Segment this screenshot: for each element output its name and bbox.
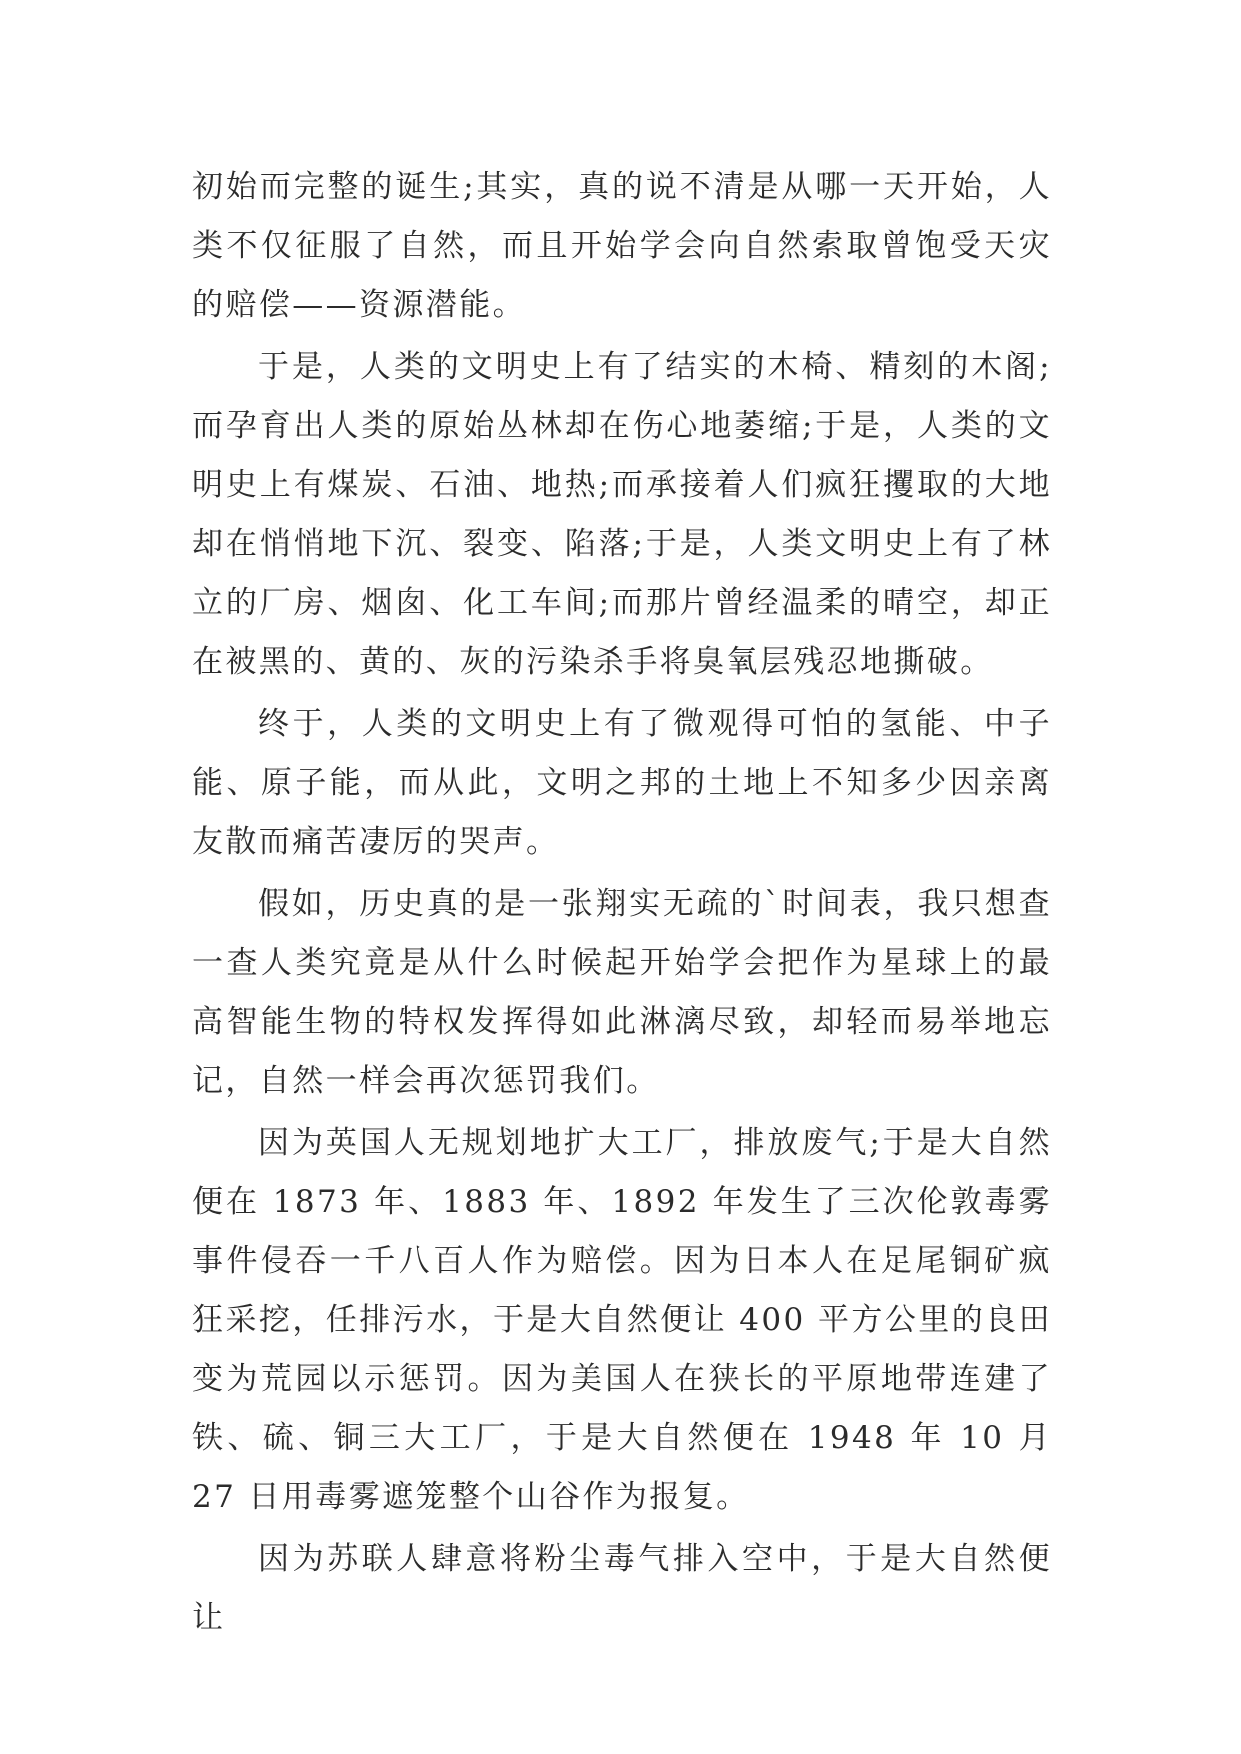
paragraph-4: 假如，历史真的是一张翔实无疏的`时间表，我只想查一查人类究竟是从什么时候起开始学会把作为星球上的最高智能生物的特权发挥得如此淋漓尽致，却轻而易举地忘记，自然一样会再次惩罚我们。: [192, 886, 1052, 1099]
paragraph-1: 初始而完整的诞生;其实，真的说不清是从哪一天开始，人类不仅征服了自然，而且开始学会向自然索取曾饱受天灾的赔偿——资源潜能。: [192, 169, 1052, 323]
paragraph-5: 因为英国人无规划地扩大工厂，排放废气;于是大自然便在 1873 年、1883 年、1892 年发生了三次伦敦毒雾事件侵吞一千八百人作为赔偿。因为日本人在足尾铜矿疯狂采挖，任排污水，于是大自然便让 400 平方公里的良田变为荒园以示惩罚。因为美国人在狭长的平原地带连建了铁、硫、铜三大工厂，于是大自然便在 1948 年 10 月 27 日用毒雾遮笼整个山谷作为报复。: [192, 1125, 1052, 1515]
paragraph-6: 因为苏联人肆意将粉尘毒气排入空中，于是大自然便让: [192, 1541, 1052, 1636]
document-body: [192, 158, 1052, 1651]
paragraph-2: 于是，人类的文明史上有了结实的木椅、精刻的木阁;而孕育出人类的原始丛林却在伤心地萎缩;于是，人类的文明史上有煤炭、石油、地热;而承接着人们疯狂攫取的大地却在悄悄地下沉、裂变、陷落;于是，人类文明史上有了林立的厂房、烟囱、化工车间;而那片曾经温柔的晴空，却正在被黑的、黄的、灰的污染杀手将臭氧层残忍地撕破。: [192, 349, 1052, 680]
paragraph-3: 终于，人类的文明史上有了微观得可怕的氢能、中子能、原子能，而从此，文明之邦的土地上不知多少因亲离友散而痛苦凄厉的哭声。: [192, 706, 1052, 860]
